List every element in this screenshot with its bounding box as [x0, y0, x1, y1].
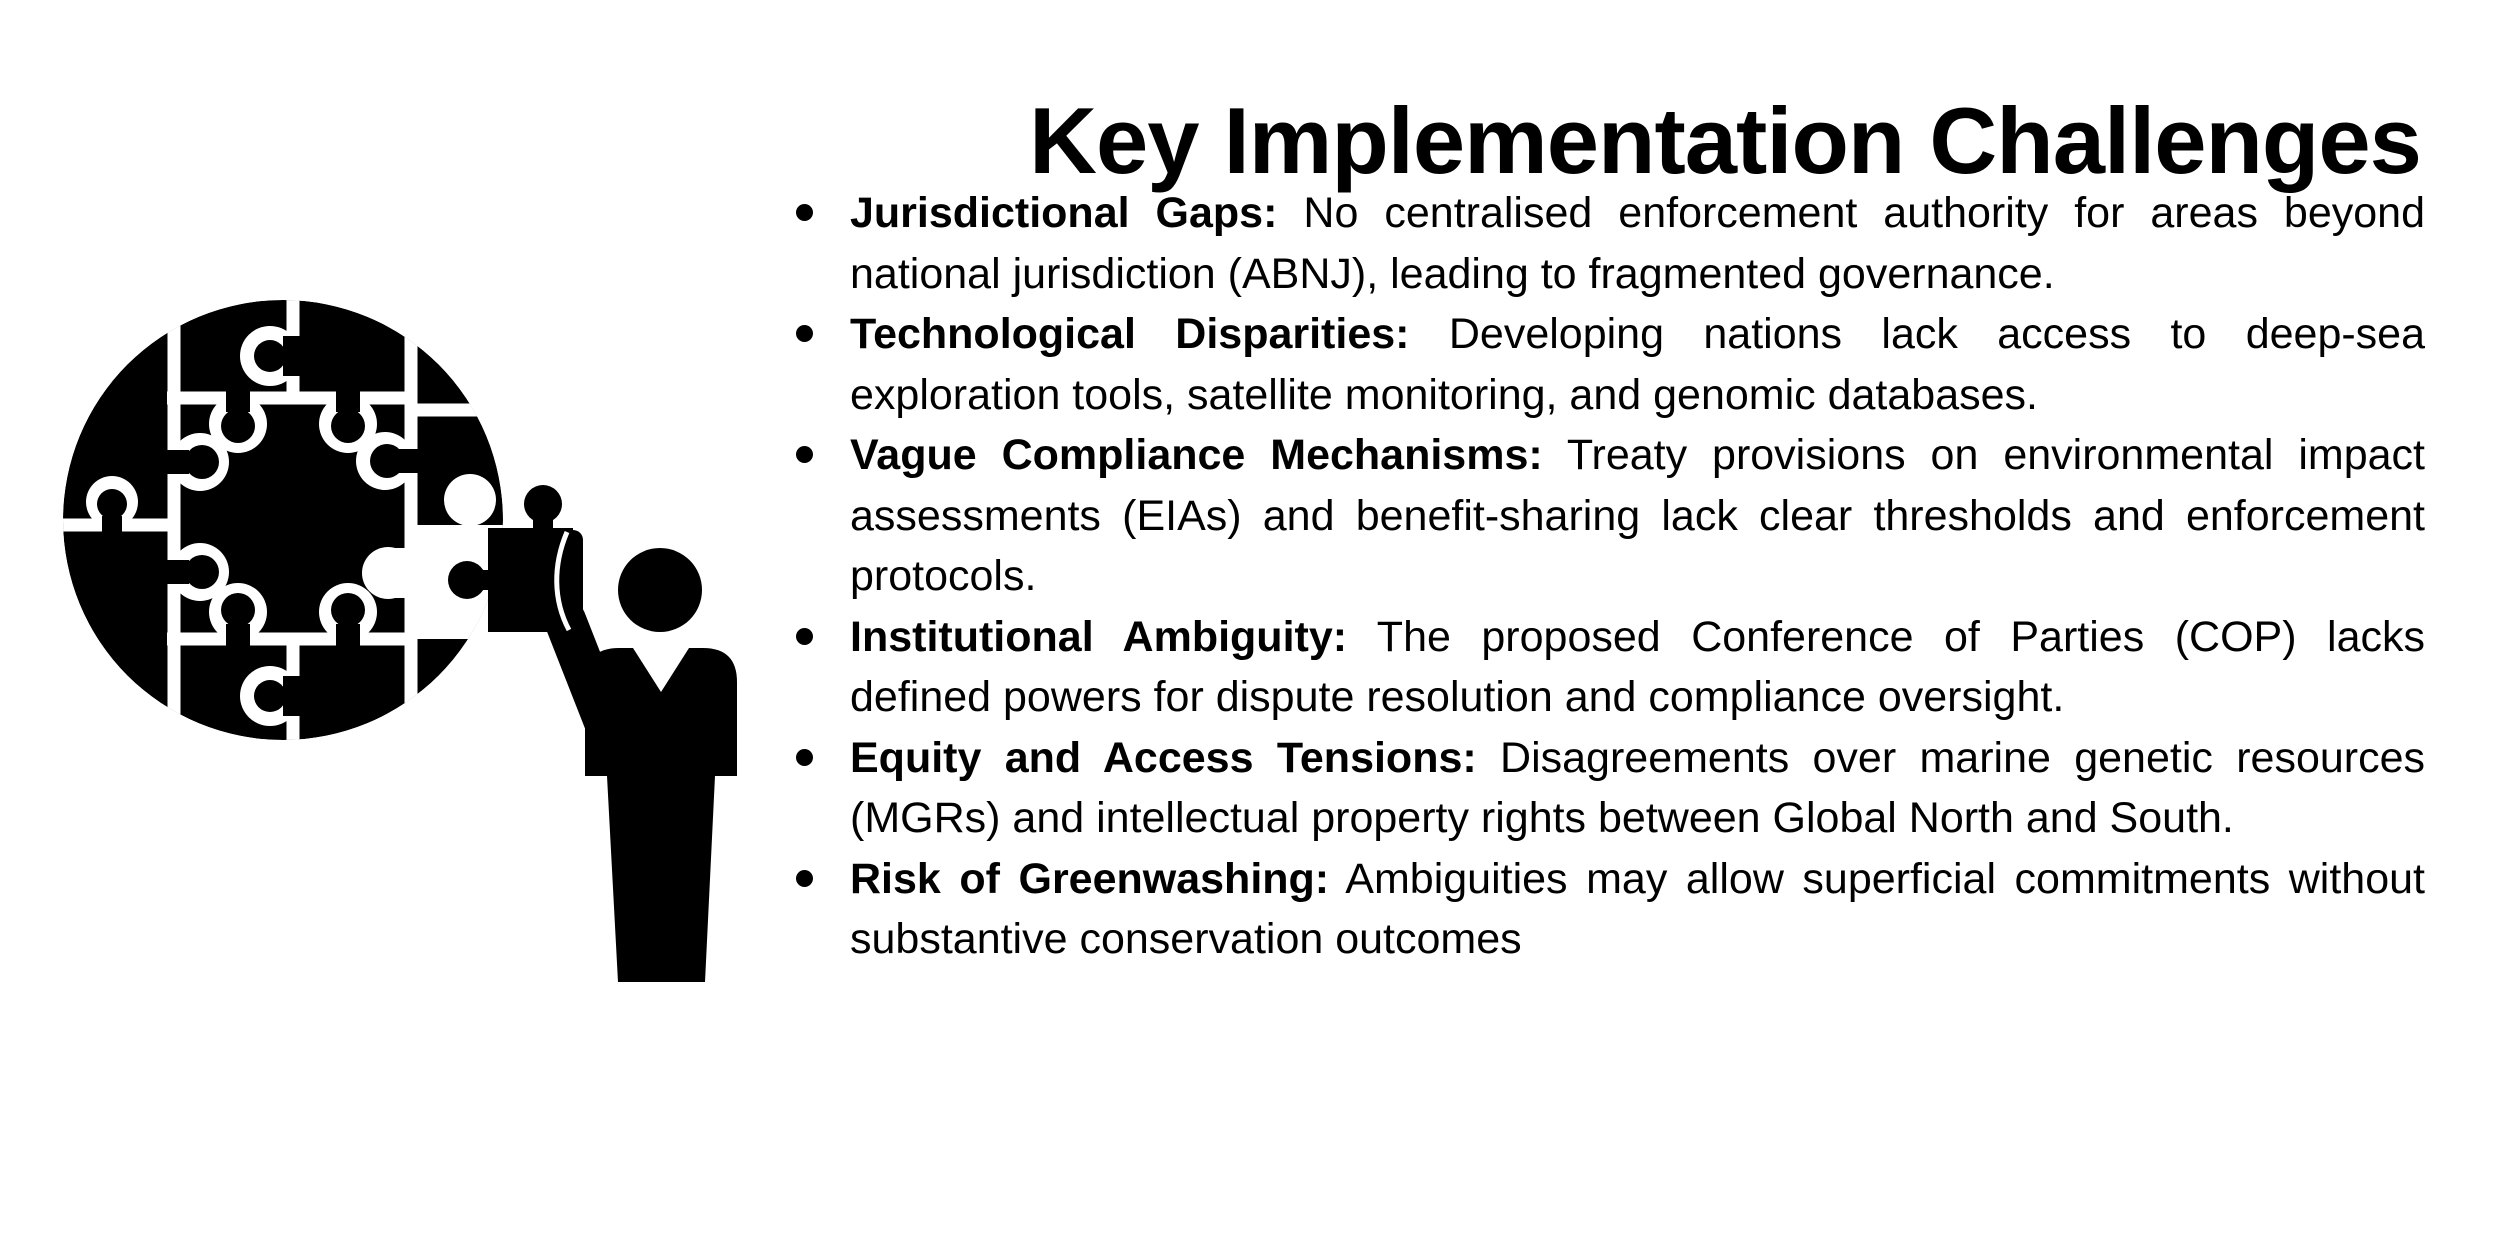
page-title: Key Implementation Challenges	[1029, 87, 2421, 193]
bullet-lead-label: Risk of Greenwashing:	[850, 854, 1330, 903]
bullet-body-text: Treaty provisions on environmental impact assessments (EIAs) and benefit-sharing lack clear thresholds and enforcement protocols.	[850, 431, 2425, 600]
bullet-body-text: Disagreements over marine genetic resources (MGRs) and intellectual property rights between Global North and South.	[850, 733, 2426, 842]
list-item	[780, 607, 2425, 728]
bullet-body-text: Developing nations lack access to deep-sea exploration tools, satellite monitoring, and genomic databases.	[850, 310, 2426, 419]
list-item	[780, 425, 2425, 607]
person-icon	[547, 530, 737, 982]
challenges-list	[780, 183, 2425, 970]
bullet-body-text: Ambiguities may allow superficial commitments without substantive conservation outcomes	[850, 854, 2425, 963]
list-item	[780, 304, 2425, 425]
list-item	[780, 183, 2425, 304]
list-item	[780, 728, 2425, 849]
bullet-lead-label: Institutional Ambiguity:	[850, 612, 1348, 661]
bullet-body-text: No centralised enforcement authority for areas beyond national jurisdiction (ABNJ), leading to fragmented governance.	[850, 189, 2425, 298]
list-item	[780, 849, 2425, 970]
bullet-lead-label: Technological Disparities:	[850, 310, 1410, 358]
bullet-body-text: The proposed Conference of Parties (COP) lacks defined powers for dispute resolution and compliance oversight.	[850, 612, 2425, 721]
bullet-lead-label: Vague Compliance Mechanisms:	[850, 431, 1543, 479]
puzzle-teamwork-icon	[55, 290, 775, 1005]
bullet-lead-label: Jurisdictional Gaps:	[850, 189, 1278, 237]
bullet-lead-label: Equity and Access Tensions:	[850, 733, 1477, 782]
